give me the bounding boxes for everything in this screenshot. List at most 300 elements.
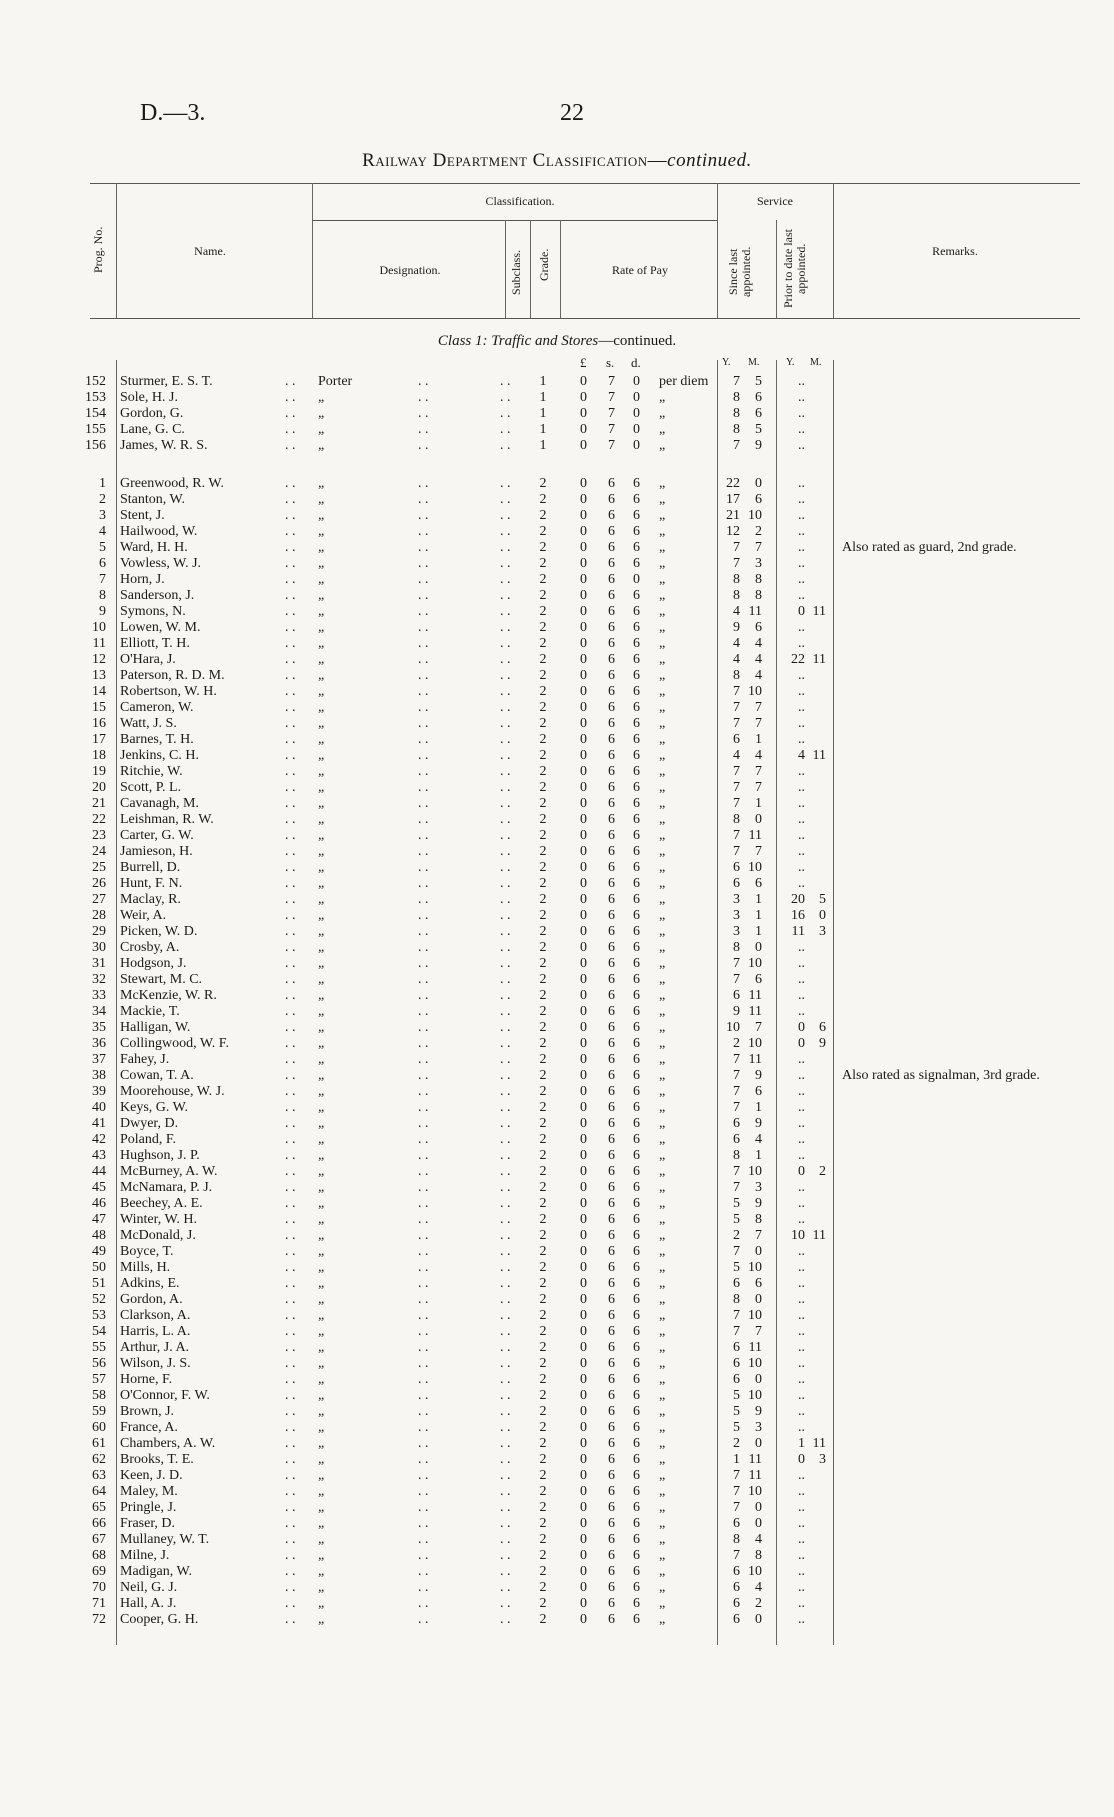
cell-since-months: 1: [755, 892, 762, 907]
leader-dots: . .: [285, 1020, 296, 1035]
cell-pence: 6: [633, 892, 640, 907]
cell-shillings: 6: [608, 1004, 615, 1019]
cell-grade: 2: [539, 892, 547, 907]
cell-name: Jamieson, H.: [120, 844, 193, 859]
cell-since-years: 6: [733, 1516, 740, 1531]
table-row: [0, 700, 1114, 716]
cell-prior-years: ..: [798, 636, 805, 651]
cell-prior-years: ..: [798, 1292, 805, 1307]
cell-shillings: 6: [608, 1340, 615, 1355]
cell-prior-years: ..: [798, 406, 805, 421]
leader-dots: . .: [285, 876, 296, 891]
leader-dots: . .: [500, 636, 511, 651]
cell-shillings: 6: [608, 748, 615, 763]
cell-since-months: 10: [748, 860, 762, 875]
cell-name: Maley, M.: [120, 1484, 178, 1499]
cell-pounds: 0: [580, 1388, 587, 1403]
table-row: [0, 374, 1114, 390]
leader-dots: . .: [500, 1356, 511, 1371]
cell-designation: „: [318, 1500, 325, 1515]
cell-prog-no: 52: [92, 1292, 106, 1307]
cell-pounds: 0: [580, 1276, 587, 1291]
cell-shillings: 7: [608, 406, 615, 421]
cell-name: Watt, J. S.: [120, 716, 177, 731]
unit-prior-years: Y.: [786, 357, 795, 368]
cell-grade: 2: [539, 764, 547, 779]
leader-dots: . .: [418, 1244, 429, 1259]
table-row: [0, 1292, 1114, 1308]
cell-prior-years: 16: [791, 908, 805, 923]
cell-shillings: 6: [608, 908, 615, 923]
cell-shillings: 6: [608, 988, 615, 1003]
cell-name: Hailwood, W.: [120, 524, 198, 539]
cell-prog-no: 33: [92, 988, 106, 1003]
col-name: Name.: [194, 244, 226, 258]
cell-since-years: 6: [733, 1132, 740, 1147]
leader-dots: . .: [418, 390, 429, 405]
cell-pence: 6: [633, 524, 640, 539]
cell-designation: „: [318, 588, 325, 603]
unit-pence: d.: [631, 355, 641, 370]
cell-prior-years: ..: [798, 876, 805, 891]
cell-pounds: 0: [580, 860, 587, 875]
cell-prog-no: 42: [92, 1132, 106, 1147]
cell-pounds: 0: [580, 908, 587, 923]
cell-since-years: 6: [733, 860, 740, 875]
cell-rate-period: „: [659, 1068, 666, 1083]
cell-designation: „: [318, 1036, 325, 1051]
leader-dots: . .: [500, 1180, 511, 1195]
cell-rate-period: „: [659, 1452, 666, 1467]
cell-since-months: 10: [748, 1484, 762, 1499]
cell-prog-no: 29: [92, 924, 106, 939]
leader-dots: . .: [285, 1388, 296, 1403]
cell-name: O'Connor, F. W.: [120, 1388, 210, 1403]
table-row: [0, 1180, 1114, 1196]
leader-dots: . .: [418, 1596, 429, 1611]
table-row: [0, 1452, 1114, 1468]
cell-pence: 6: [633, 1372, 640, 1387]
cell-grade: 2: [539, 1516, 547, 1531]
cell-prior-years: ..: [798, 1484, 805, 1499]
cell-prog-no: 156: [85, 438, 106, 453]
cell-rate-period: „: [659, 1612, 666, 1627]
leader-dots: . .: [285, 1500, 296, 1515]
cell-designation: „: [318, 1388, 325, 1403]
leader-dots: . .: [285, 652, 296, 667]
cell-shillings: 6: [608, 572, 615, 587]
cell-designation: „: [318, 476, 325, 491]
cell-pence: 6: [633, 556, 640, 571]
table-row: [0, 390, 1114, 406]
leader-dots: . .: [418, 1404, 429, 1419]
cell-since-months: 7: [755, 1324, 762, 1339]
cell-designation: „: [318, 636, 325, 651]
cell-rate-period: „: [659, 476, 666, 491]
cell-prior-months: 6: [819, 1020, 826, 1035]
leader-dots: . .: [418, 940, 429, 955]
cell-grade: 1: [539, 390, 547, 405]
cell-prog-no: 1: [99, 476, 106, 491]
cell-grade: 2: [539, 684, 547, 699]
cell-grade: 1: [539, 422, 547, 437]
cell-pence: 6: [633, 604, 640, 619]
cell-prog-no: 66: [92, 1516, 106, 1531]
cell-pence: 6: [633, 1404, 640, 1419]
leader-dots: . .: [500, 1164, 511, 1179]
cell-shillings: 6: [608, 1372, 615, 1387]
leader-dots: . .: [500, 620, 511, 635]
cell-pence: 6: [633, 1244, 640, 1259]
leader-dots: . .: [285, 1308, 296, 1323]
cell-prog-no: 51: [92, 1276, 106, 1291]
cell-pounds: 0: [580, 700, 587, 715]
leader-dots: . .: [500, 1244, 511, 1259]
leader-dots: . .: [285, 1596, 296, 1611]
cell-designation: „: [318, 1580, 325, 1595]
table-row: [0, 1500, 1114, 1516]
cell-since-years: 4: [733, 604, 740, 619]
cell-designation: „: [318, 1420, 325, 1435]
cell-since-months: 10: [748, 1036, 762, 1051]
table-row: [0, 588, 1114, 604]
leader-dots: . .: [500, 1100, 511, 1115]
cell-prior-years: 0: [798, 1036, 805, 1051]
leader-dots: . .: [285, 988, 296, 1003]
cell-name: Beechey, A. E.: [120, 1196, 203, 1211]
cell-rate-period: „: [659, 556, 666, 571]
leader-dots: . .: [500, 700, 511, 715]
col-designation: Designation.: [379, 263, 441, 277]
leader-dots: . .: [500, 1420, 511, 1435]
cell-since-months: 10: [748, 508, 762, 523]
cell-prog-no: 155: [85, 422, 106, 437]
cell-pence: 6: [633, 844, 640, 859]
leader-dots: . .: [500, 1324, 511, 1339]
cell-name: Cameron, W.: [120, 700, 194, 715]
cell-since-years: 7: [733, 1180, 740, 1195]
cell-name: Milne, J.: [120, 1548, 170, 1563]
leader-dots: . .: [500, 844, 511, 859]
cell-name: Collingwood, W. F.: [120, 1036, 229, 1051]
cell-rate-period: „: [659, 764, 666, 779]
leader-dots: . .: [418, 876, 429, 891]
cell-shillings: 6: [608, 1212, 615, 1227]
cell-pounds: 0: [580, 492, 587, 507]
leader-dots: . .: [500, 892, 511, 907]
leader-dots: . .: [418, 988, 429, 1003]
cell-prior-years: 0: [798, 604, 805, 619]
cell-since-months: 8: [755, 1212, 762, 1227]
cell-prog-no: 9: [99, 604, 106, 619]
table-row: [0, 524, 1114, 540]
cell-pounds: 0: [580, 1596, 587, 1611]
cell-name: France, A.: [120, 1420, 178, 1435]
cell-name: McBurney, A. W.: [120, 1164, 218, 1179]
cell-prog-no: 23: [92, 828, 106, 843]
leader-dots: . .: [418, 1420, 429, 1435]
table-row: [0, 604, 1114, 620]
cell-prog-no: 48: [92, 1228, 106, 1243]
cell-rate-period: „: [659, 972, 666, 987]
cell-grade: 2: [539, 604, 547, 619]
cell-shillings: 6: [608, 780, 615, 795]
table-row: [0, 652, 1114, 668]
cell-rate-period: „: [659, 540, 666, 555]
cell-rate-period: „: [659, 1404, 666, 1419]
cell-since-months: 7: [755, 764, 762, 779]
cell-grade: 2: [539, 492, 547, 507]
table-row: [0, 1228, 1114, 1244]
cell-grade: 2: [539, 1548, 547, 1563]
leader-dots: . .: [285, 374, 296, 389]
cell-grade: 2: [539, 1132, 547, 1147]
leader-dots: . .: [285, 780, 296, 795]
cell-pence: 0: [633, 422, 640, 437]
cell-since-years: 4: [733, 636, 740, 651]
cell-shillings: 6: [608, 492, 615, 507]
cell-grade: 2: [539, 1308, 547, 1323]
cell-since-years: 6: [733, 1580, 740, 1595]
leader-dots: . .: [500, 668, 511, 683]
cell-rate-period: „: [659, 1484, 666, 1499]
cell-since-months: 9: [755, 1116, 762, 1131]
cell-pounds: 0: [580, 1020, 587, 1035]
cell-grade: 2: [539, 876, 547, 891]
cell-rate-period: „: [659, 1340, 666, 1355]
cell-since-months: 9: [755, 1068, 762, 1083]
cell-pence: 6: [633, 1340, 640, 1355]
cell-designation: „: [318, 1452, 325, 1467]
leader-dots: . .: [500, 988, 511, 1003]
cell-pence: 0: [633, 572, 640, 587]
leader-dots: . .: [418, 892, 429, 907]
leader-dots: . .: [285, 1228, 296, 1243]
cell-since-years: 7: [733, 438, 740, 453]
cell-pence: 6: [633, 1532, 640, 1547]
cell-shillings: 6: [608, 684, 615, 699]
table-row: [0, 556, 1114, 572]
cell-since-years: 2: [733, 1436, 740, 1451]
cell-pence: 6: [633, 636, 640, 651]
cell-shillings: 6: [608, 1308, 615, 1323]
cell-prog-no: 14: [92, 684, 106, 699]
cell-prog-no: 19: [92, 764, 106, 779]
cell-pounds: 0: [580, 1404, 587, 1419]
col-service: Service: [757, 194, 793, 208]
cell-designation: „: [318, 1484, 325, 1499]
table-row: [0, 1612, 1114, 1628]
table-row: [0, 406, 1114, 422]
table-row: [0, 1468, 1114, 1484]
cell-since-months: 6: [755, 1276, 762, 1291]
cell-since-years: 4: [733, 652, 740, 667]
cell-rate-period: „: [659, 1420, 666, 1435]
leader-dots: . .: [285, 892, 296, 907]
cell-prog-no: 41: [92, 1116, 106, 1131]
cell-since-years: 8: [733, 588, 740, 603]
cell-designation: „: [318, 1148, 325, 1163]
cell-designation: „: [318, 1372, 325, 1387]
leader-dots: . .: [418, 1452, 429, 1467]
cell-since-years: 9: [733, 1004, 740, 1019]
leader-dots: . .: [500, 1036, 511, 1051]
cell-pence: 6: [633, 492, 640, 507]
cell-designation: „: [318, 1164, 325, 1179]
cell-shillings: 6: [608, 876, 615, 891]
cell-name: Wilson, J. S.: [120, 1356, 191, 1371]
cell-grade: 2: [539, 1564, 547, 1579]
cell-prior-years: ..: [798, 1244, 805, 1259]
section-suffix: —continued.: [598, 333, 677, 349]
cell-rate-period: „: [659, 390, 666, 405]
leader-dots: . .: [285, 684, 296, 699]
cell-grade: 2: [539, 860, 547, 875]
leader-dots: . .: [418, 764, 429, 779]
leader-dots: . .: [500, 1340, 511, 1355]
cell-pounds: 0: [580, 1468, 587, 1483]
cell-pence: 6: [633, 588, 640, 603]
cell-name: Stanton, W.: [120, 492, 185, 507]
cell-pounds: 0: [580, 1196, 587, 1211]
leader-dots: . .: [418, 1308, 429, 1323]
cell-shillings: 6: [608, 844, 615, 859]
cell-name: Mackie, T.: [120, 1004, 180, 1019]
cell-rate-period: „: [659, 1116, 666, 1131]
cell-shillings: 6: [608, 1228, 615, 1243]
cell-prior-years: ..: [798, 796, 805, 811]
leader-dots: . .: [285, 556, 296, 571]
col-prior-appointed: Prior to date last appointed.: [781, 229, 808, 309]
cell-pounds: 0: [580, 1004, 587, 1019]
cell-grade: 2: [539, 940, 547, 955]
cell-designation: Porter: [318, 374, 353, 389]
cell-name: Brown, J.: [120, 1404, 175, 1419]
leader-dots: . .: [418, 604, 429, 619]
cell-prior-years: ..: [798, 1372, 805, 1387]
cell-since-months: 3: [755, 1180, 762, 1195]
leader-dots: . .: [285, 620, 296, 635]
cell-shillings: 6: [608, 700, 615, 715]
cell-since-years: 7: [733, 1052, 740, 1067]
cell-pence: 6: [633, 1484, 640, 1499]
cell-pounds: 0: [580, 956, 587, 971]
cell-pounds: 0: [580, 732, 587, 747]
table-row: [0, 492, 1114, 508]
cell-pounds: 0: [580, 422, 587, 437]
leader-dots: . .: [500, 812, 511, 827]
leader-dots: . .: [285, 1116, 296, 1131]
cell-prog-no: 26: [92, 876, 106, 891]
cell-grade: 2: [539, 1148, 547, 1163]
cell-designation: „: [318, 716, 325, 731]
cell-pounds: 0: [580, 972, 587, 987]
cell-pence: 6: [633, 1180, 640, 1195]
leader-dots: . .: [418, 1612, 429, 1627]
cell-since-years: 8: [733, 406, 740, 421]
cell-rate-period: „: [659, 1276, 666, 1291]
cell-since-months: 11: [748, 988, 762, 1003]
table-row: [0, 876, 1114, 892]
cell-name: Symons, N.: [120, 604, 186, 619]
cell-pence: 6: [633, 1148, 640, 1163]
cell-since-months: 8: [755, 588, 762, 603]
cell-designation: „: [318, 1260, 325, 1275]
cell-name: McNamara, P. J.: [120, 1180, 213, 1195]
cell-prior-years: ..: [798, 940, 805, 955]
cell-rate-period: „: [659, 860, 666, 875]
cell-shillings: 6: [608, 524, 615, 539]
cell-designation: „: [318, 908, 325, 923]
cell-name: Fraser, D.: [120, 1516, 176, 1531]
table-row: [0, 636, 1114, 652]
cell-since-months: 4: [755, 1580, 762, 1595]
cell-grade: 2: [539, 1212, 547, 1227]
leader-dots: . .: [285, 1612, 296, 1627]
leader-dots: . .: [418, 1228, 429, 1243]
cell-shillings: 7: [608, 422, 615, 437]
cell-since-months: 10: [748, 1564, 762, 1579]
leader-dots: . .: [500, 940, 511, 955]
cell-name: James, W. R. S.: [120, 438, 208, 453]
cell-prog-no: 152: [85, 374, 106, 389]
cell-prior-years: ..: [798, 1084, 805, 1099]
cell-designation: „: [318, 524, 325, 539]
leader-dots: . .: [285, 924, 296, 939]
table-row: [0, 796, 1114, 812]
cell-rate-period: „: [659, 1020, 666, 1035]
cell-since-years: 8: [733, 940, 740, 955]
leader-dots: . .: [285, 1164, 296, 1179]
cell-rate-period: „: [659, 1564, 666, 1579]
cell-rate-period: „: [659, 422, 666, 437]
cell-name: Hunt, F. N.: [120, 876, 183, 891]
cell-shillings: 6: [608, 796, 615, 811]
cell-pence: 6: [633, 716, 640, 731]
leader-dots: . .: [500, 476, 511, 491]
cell-rate-period: „: [659, 828, 666, 843]
cell-pence: 6: [633, 1132, 640, 1147]
table-row: [0, 1196, 1114, 1212]
cell-rate-period: „: [659, 492, 666, 507]
cell-rate-period: „: [659, 1084, 666, 1099]
cell-prior-years: ..: [798, 1260, 805, 1275]
cell-prog-no: 43: [92, 1148, 106, 1163]
cell-prior-years: ..: [798, 1596, 805, 1611]
cell-pounds: 0: [580, 1564, 587, 1579]
leader-dots: . .: [418, 1532, 429, 1547]
cell-prior-years: ..: [798, 1004, 805, 1019]
cell-grade: 2: [539, 796, 547, 811]
cell-pounds: 0: [580, 1372, 587, 1387]
leader-dots: . .: [285, 700, 296, 715]
cell-prior-months: 3: [819, 1452, 826, 1467]
cell-pounds: 0: [580, 1500, 587, 1515]
cell-since-months: 0: [755, 812, 762, 827]
cell-pence: 6: [633, 684, 640, 699]
cell-pence: 6: [633, 1196, 640, 1211]
cell-prog-no: 58: [92, 1388, 106, 1403]
cell-pence: 0: [633, 406, 640, 421]
cell-rate-period: „: [659, 1356, 666, 1371]
cell-since-months: 9: [755, 438, 762, 453]
leader-dots: . .: [285, 476, 296, 491]
leader-dots: . .: [285, 390, 296, 405]
cell-designation: „: [318, 780, 325, 795]
cell-since-years: 12: [726, 524, 740, 539]
cell-grade: 2: [539, 1004, 547, 1019]
cell-since-months: 10: [748, 1164, 762, 1179]
